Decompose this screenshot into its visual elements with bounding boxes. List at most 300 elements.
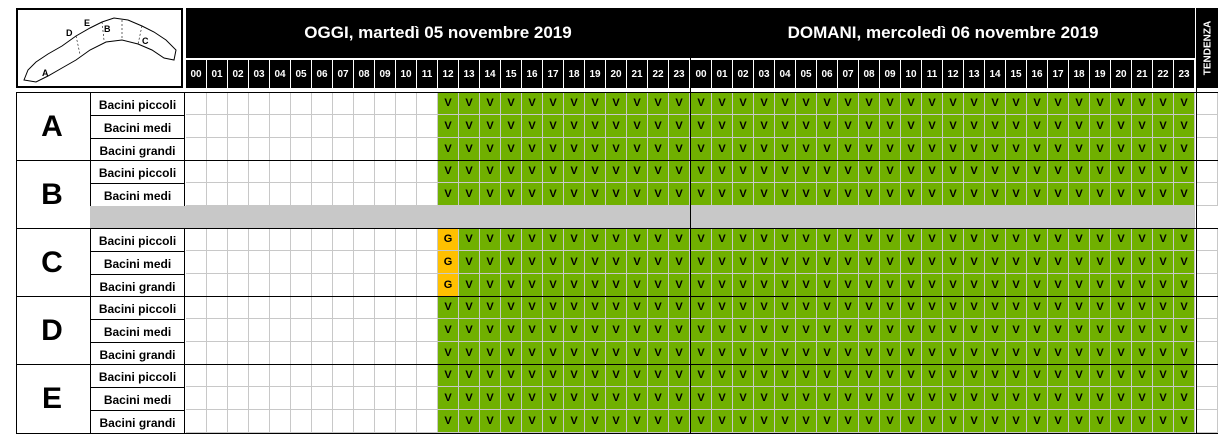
forecast-cell: V	[838, 296, 859, 319]
forecast-cell: V	[627, 296, 648, 319]
forecast-cell	[312, 92, 333, 115]
forecast-cell: V	[775, 387, 796, 410]
basin-label: Bacini grandi	[90, 138, 185, 162]
forecast-cell	[291, 160, 312, 183]
forecast-cell: V	[543, 274, 564, 297]
forecast-cell	[186, 387, 207, 410]
forecast-cell	[207, 274, 228, 297]
forecast-cell	[417, 251, 438, 274]
forecast-cell: V	[754, 160, 775, 183]
forecast-cell: V	[838, 160, 859, 183]
forecast-cell: V	[669, 296, 690, 319]
forecast-cell: V	[775, 364, 796, 387]
hour-header-today-04: 04	[270, 60, 290, 88]
forecast-cell	[354, 183, 375, 206]
forecast-cell: V	[1027, 296, 1048, 319]
forecast-cell	[396, 387, 417, 410]
forecast-cell: V	[964, 115, 985, 138]
forecast-cell: V	[1090, 183, 1111, 206]
forecast-cell: V	[1111, 251, 1132, 274]
forecast-cell	[312, 319, 333, 342]
hour-header-tomorrow-03: 03	[754, 60, 774, 88]
forecast-cell: V	[564, 138, 585, 161]
forecast-cell: V	[943, 296, 964, 319]
forecast-cell: V	[480, 342, 501, 365]
forecast-cell: V	[501, 160, 522, 183]
forecast-cell: V	[501, 274, 522, 297]
forecast-cell: V	[733, 160, 754, 183]
forecast-cell: V	[1069, 183, 1090, 206]
forecast-cell: V	[1090, 387, 1111, 410]
trend-cell	[1197, 183, 1218, 206]
forecast-cell: V	[438, 115, 459, 138]
forecast-cell: V	[880, 364, 901, 387]
forecast-cell	[354, 296, 375, 319]
forecast-cell: V	[669, 410, 690, 433]
forecast-cell: V	[943, 410, 964, 433]
forecast-cell	[375, 364, 396, 387]
forecast-cell: V	[522, 319, 543, 342]
hour-header-tomorrow-17: 17	[1048, 60, 1068, 88]
hour-header-today-09: 09	[375, 60, 395, 88]
forecast-cell: V	[712, 228, 733, 251]
forecast-cell: V	[627, 183, 648, 206]
forecast-cell: V	[459, 160, 480, 183]
forecast-cell: V	[1027, 251, 1048, 274]
hour-header-today-00: 00	[186, 60, 206, 88]
forecast-cell: V	[901, 183, 922, 206]
forecast-cell: V	[1111, 183, 1132, 206]
forecast-cell	[249, 92, 270, 115]
forecast-cell	[228, 138, 249, 161]
forecast-cell	[396, 274, 417, 297]
forecast-cell: V	[627, 319, 648, 342]
forecast-cell	[375, 228, 396, 251]
forecast-cell: V	[1090, 92, 1111, 115]
forecast-cell: V	[627, 410, 648, 433]
forecast-cell: V	[838, 115, 859, 138]
hour-header-today-14: 14	[480, 60, 500, 88]
basin-label: Bacini medi	[90, 319, 185, 343]
forecast-cell	[270, 138, 291, 161]
forecast-cell: V	[459, 364, 480, 387]
forecast-cell: V	[543, 183, 564, 206]
forecast-cell: V	[564, 274, 585, 297]
forecast-cell: V	[480, 228, 501, 251]
forecast-cell: V	[585, 92, 606, 115]
forecast-cell	[207, 342, 228, 365]
forecast-cell: V	[480, 183, 501, 206]
forecast-cell: V	[859, 387, 880, 410]
forecast-cell: V	[564, 160, 585, 183]
forecast-cell: V	[543, 160, 564, 183]
forecast-cell	[228, 274, 249, 297]
zone-label: B	[16, 160, 88, 229]
forecast-cell: V	[880, 228, 901, 251]
forecast-cell: V	[501, 115, 522, 138]
forecast-cell: V	[775, 160, 796, 183]
forecast-cell: V	[880, 251, 901, 274]
forecast-cell: V	[901, 410, 922, 433]
forecast-cell: V	[880, 387, 901, 410]
forecast-cell: V	[733, 410, 754, 433]
forecast-cell	[417, 115, 438, 138]
forecast-cell	[270, 296, 291, 319]
forecast-cell: V	[1111, 364, 1132, 387]
forecast-cell: V	[964, 410, 985, 433]
forecast-cell: V	[438, 410, 459, 433]
forecast-cell: V	[943, 342, 964, 365]
forecast-cell: V	[648, 183, 669, 206]
forecast-cell: V	[1132, 138, 1153, 161]
forecast-cell: V	[754, 364, 775, 387]
forecast-cell	[207, 115, 228, 138]
forecast-cell: V	[796, 296, 817, 319]
forecast-cell: V	[775, 296, 796, 319]
forecast-cell	[333, 319, 354, 342]
forecast-cell: V	[1174, 160, 1195, 183]
forecast-cell	[291, 138, 312, 161]
forecast-cell: V	[943, 364, 964, 387]
forecast-cell: V	[817, 251, 838, 274]
forecast-cell: V	[712, 410, 733, 433]
trend-cell	[1197, 92, 1218, 115]
forecast-cell: V	[712, 364, 733, 387]
forecast-cell	[291, 364, 312, 387]
zone-separator	[16, 364, 1218, 365]
forecast-cell: V	[1048, 92, 1069, 115]
forecast-cell	[417, 342, 438, 365]
trend-cell	[1197, 296, 1218, 319]
forecast-cell	[312, 364, 333, 387]
forecast-cell: V	[1174, 183, 1195, 206]
forecast-cell	[249, 160, 270, 183]
forecast-cell: V	[901, 274, 922, 297]
forecast-cell: V	[901, 296, 922, 319]
forecast-cell: V	[838, 92, 859, 115]
forecast-cell	[228, 251, 249, 274]
forecast-cell	[354, 274, 375, 297]
forecast-cell: V	[964, 296, 985, 319]
forecast-cell: V	[1111, 387, 1132, 410]
forecast-cell: V	[501, 319, 522, 342]
zone-label: A	[16, 92, 88, 161]
trend-header	[1197, 8, 1218, 88]
forecast-cell: V	[1027, 364, 1048, 387]
forecast-cell: V	[901, 228, 922, 251]
forecast-cell	[375, 410, 396, 433]
forecast-cell: V	[501, 410, 522, 433]
basin-label: Bacini grandi	[90, 342, 185, 366]
forecast-cell	[228, 296, 249, 319]
forecast-cell	[312, 251, 333, 274]
forecast-cell: V	[943, 274, 964, 297]
hour-header-today-07: 07	[333, 60, 353, 88]
trend-divider	[1196, 8, 1197, 433]
forecast-cell: V	[964, 138, 985, 161]
forecast-cell: V	[754, 410, 775, 433]
forecast-cell: V	[712, 274, 733, 297]
forecast-cell: V	[1090, 251, 1111, 274]
forecast-cell	[417, 296, 438, 319]
hour-header-today-03: 03	[249, 60, 269, 88]
forecast-cell	[270, 364, 291, 387]
forecast-cell	[312, 228, 333, 251]
forecast-cell	[396, 138, 417, 161]
forecast-cell: V	[1132, 387, 1153, 410]
forecast-cell: V	[606, 274, 627, 297]
forecast-cell: V	[901, 92, 922, 115]
forecast-cell: V	[691, 138, 712, 161]
forecast-cell: V	[1048, 342, 1069, 365]
forecast-cell: V	[985, 387, 1006, 410]
forecast-cell: V	[817, 342, 838, 365]
forecast-cell: V	[648, 364, 669, 387]
forecast-cell	[375, 138, 396, 161]
forecast-cell: V	[922, 183, 943, 206]
forecast-cell: V	[985, 410, 1006, 433]
forecast-cell	[375, 92, 396, 115]
forecast-cell: V	[1132, 160, 1153, 183]
forecast-cell	[354, 228, 375, 251]
forecast-cell: V	[627, 92, 648, 115]
forecast-cell: V	[691, 183, 712, 206]
forecast-cell: V	[817, 410, 838, 433]
forecast-cell	[291, 296, 312, 319]
forecast-cell: V	[1111, 228, 1132, 251]
forecast-cell	[291, 251, 312, 274]
forecast-cell: V	[1153, 342, 1174, 365]
forecast-cell: V	[754, 115, 775, 138]
forecast-cell	[186, 115, 207, 138]
forecast-cell: V	[438, 342, 459, 365]
tomorrow-header: DOMANI, mercoledì 06 novembre 2019	[691, 8, 1195, 58]
forecast-cell: V	[522, 92, 543, 115]
forecast-cell: V	[1048, 274, 1069, 297]
forecast-cell: V	[880, 342, 901, 365]
forecast-cell: V	[1132, 92, 1153, 115]
forecast-cell: V	[712, 319, 733, 342]
forecast-cell: V	[669, 251, 690, 274]
forecast-cell	[291, 274, 312, 297]
forecast-cell: V	[796, 160, 817, 183]
forecast-cell: V	[1048, 228, 1069, 251]
forecast-cell: V	[901, 387, 922, 410]
forecast-cell: V	[817, 274, 838, 297]
forecast-cell: V	[754, 138, 775, 161]
forecast-cell	[333, 92, 354, 115]
forecast-cell	[333, 138, 354, 161]
hour-header-today-17: 17	[543, 60, 563, 88]
forecast-cell	[354, 160, 375, 183]
forecast-cell	[312, 410, 333, 433]
forecast-cell: V	[1174, 296, 1195, 319]
forecast-cell: V	[1006, 319, 1027, 342]
forecast-cell: V	[1027, 410, 1048, 433]
trend-label: TENDENZA	[1202, 20, 1213, 76]
forecast-cell: V	[943, 115, 964, 138]
hour-header-tomorrow-02: 02	[733, 60, 753, 88]
forecast-cell: V	[1111, 410, 1132, 433]
forecast-cell	[270, 228, 291, 251]
forecast-cell: V	[543, 410, 564, 433]
forecast-cell	[249, 296, 270, 319]
forecast-cell: V	[943, 138, 964, 161]
forecast-cell: V	[859, 228, 880, 251]
forecast-cell: V	[606, 251, 627, 274]
forecast-cell	[354, 319, 375, 342]
forecast-cell: G	[438, 274, 459, 297]
forecast-cell: V	[754, 228, 775, 251]
forecast-cell: V	[817, 228, 838, 251]
forecast-cell: V	[459, 410, 480, 433]
forecast-cell	[396, 410, 417, 433]
forecast-cell	[207, 387, 228, 410]
forecast-cell	[249, 364, 270, 387]
hour-header-tomorrow-11: 11	[922, 60, 942, 88]
forecast-cell: V	[775, 138, 796, 161]
hour-header-tomorrow-06: 06	[817, 60, 837, 88]
forecast-cell: V	[1153, 251, 1174, 274]
liguria-map-icon	[18, 10, 181, 86]
forecast-cell: V	[480, 274, 501, 297]
forecast-cell	[207, 296, 228, 319]
forecast-cell: V	[438, 387, 459, 410]
forecast-cell: V	[627, 115, 648, 138]
forecast-cell: V	[1027, 138, 1048, 161]
forecast-cell: V	[712, 183, 733, 206]
forecast-cell: V	[964, 364, 985, 387]
forecast-cell: V	[1132, 115, 1153, 138]
forecast-cell	[228, 364, 249, 387]
forecast-cell: V	[754, 92, 775, 115]
forecast-cell: V	[1069, 115, 1090, 138]
forecast-cell: V	[880, 319, 901, 342]
forecast-cell	[396, 342, 417, 365]
forecast-cell: V	[501, 92, 522, 115]
forecast-cell	[417, 387, 438, 410]
forecast-cell: V	[712, 296, 733, 319]
forecast-cell: V	[1174, 364, 1195, 387]
forecast-cell: V	[754, 387, 775, 410]
forecast-cell: V	[964, 228, 985, 251]
forecast-cell	[333, 228, 354, 251]
forecast-cell	[375, 319, 396, 342]
forecast-cell: V	[459, 274, 480, 297]
forecast-cell: V	[922, 138, 943, 161]
forecast-cell: V	[1069, 342, 1090, 365]
forecast-cell: V	[1111, 115, 1132, 138]
forecast-cell: V	[691, 387, 712, 410]
forecast-cell	[249, 410, 270, 433]
forecast-cell	[270, 92, 291, 115]
forecast-cell: V	[564, 364, 585, 387]
forecast-cell: V	[606, 410, 627, 433]
forecast-cell: V	[606, 364, 627, 387]
forecast-cell: V	[859, 410, 880, 433]
forecast-cell	[396, 160, 417, 183]
basin-label: Bacini medi	[90, 251, 185, 275]
unavailable-row	[90, 206, 1195, 229]
forecast-cell: V	[796, 319, 817, 342]
trend-cell	[1197, 274, 1218, 297]
forecast-cell: V	[459, 296, 480, 319]
forecast-cell	[228, 319, 249, 342]
forecast-cell: V	[564, 342, 585, 365]
forecast-cell: V	[1069, 319, 1090, 342]
basin-label: Bacini medi	[90, 115, 185, 139]
forecast-cell: V	[669, 387, 690, 410]
forecast-cell: V	[1069, 274, 1090, 297]
forecast-cell: V	[1132, 296, 1153, 319]
forecast-cell	[228, 160, 249, 183]
forecast-cell	[249, 138, 270, 161]
basin-label: Bacini piccoli	[90, 296, 185, 320]
forecast-cell: V	[480, 138, 501, 161]
forecast-cell: V	[480, 115, 501, 138]
forecast-cell	[375, 296, 396, 319]
forecast-cell: V	[1090, 319, 1111, 342]
forecast-cell: V	[733, 364, 754, 387]
forecast-cell	[186, 92, 207, 115]
forecast-cell: V	[691, 274, 712, 297]
forecast-cell: V	[1153, 319, 1174, 342]
forecast-cell: V	[648, 160, 669, 183]
forecast-cell: V	[669, 92, 690, 115]
forecast-cell: V	[754, 274, 775, 297]
forecast-cell: V	[543, 92, 564, 115]
forecast-cell: V	[1111, 160, 1132, 183]
trend-cell	[1197, 319, 1218, 342]
today-header: OGGI, martedì 05 novembre 2019	[186, 8, 690, 58]
forecast-cell: V	[522, 138, 543, 161]
forecast-cell: V	[627, 387, 648, 410]
forecast-cell: V	[669, 183, 690, 206]
forecast-cell	[417, 138, 438, 161]
hour-header-today-10: 10	[396, 60, 416, 88]
forecast-cell	[333, 274, 354, 297]
forecast-cell: V	[1174, 115, 1195, 138]
forecast-cell: V	[648, 274, 669, 297]
forecast-cell: V	[1027, 342, 1048, 365]
forecast-cell	[417, 410, 438, 433]
forecast-cell: V	[1006, 342, 1027, 365]
forecast-cell: V	[985, 160, 1006, 183]
trend-cell	[1197, 410, 1218, 433]
forecast-cell: V	[1027, 228, 1048, 251]
forecast-cell: V	[1006, 410, 1027, 433]
hour-header-tomorrow-00: 00	[691, 60, 711, 88]
forecast-cell: V	[627, 138, 648, 161]
forecast-cell: V	[1069, 228, 1090, 251]
forecast-cell: V	[859, 251, 880, 274]
forecast-cell	[354, 387, 375, 410]
forecast-cell: V	[691, 319, 712, 342]
forecast-cell: V	[733, 138, 754, 161]
hour-header-tomorrow-22: 22	[1153, 60, 1173, 88]
forecast-cell: V	[754, 342, 775, 365]
forecast-cell: V	[880, 92, 901, 115]
forecast-cell: V	[775, 274, 796, 297]
forecast-cell: V	[775, 410, 796, 433]
forecast-cell: V	[1048, 115, 1069, 138]
forecast-cell: V	[1174, 319, 1195, 342]
forecast-cell: V	[669, 319, 690, 342]
forecast-cell: V	[922, 342, 943, 365]
forecast-cell: V	[648, 251, 669, 274]
hour-header-tomorrow-07: 07	[838, 60, 858, 88]
forecast-cell: V	[1132, 410, 1153, 433]
